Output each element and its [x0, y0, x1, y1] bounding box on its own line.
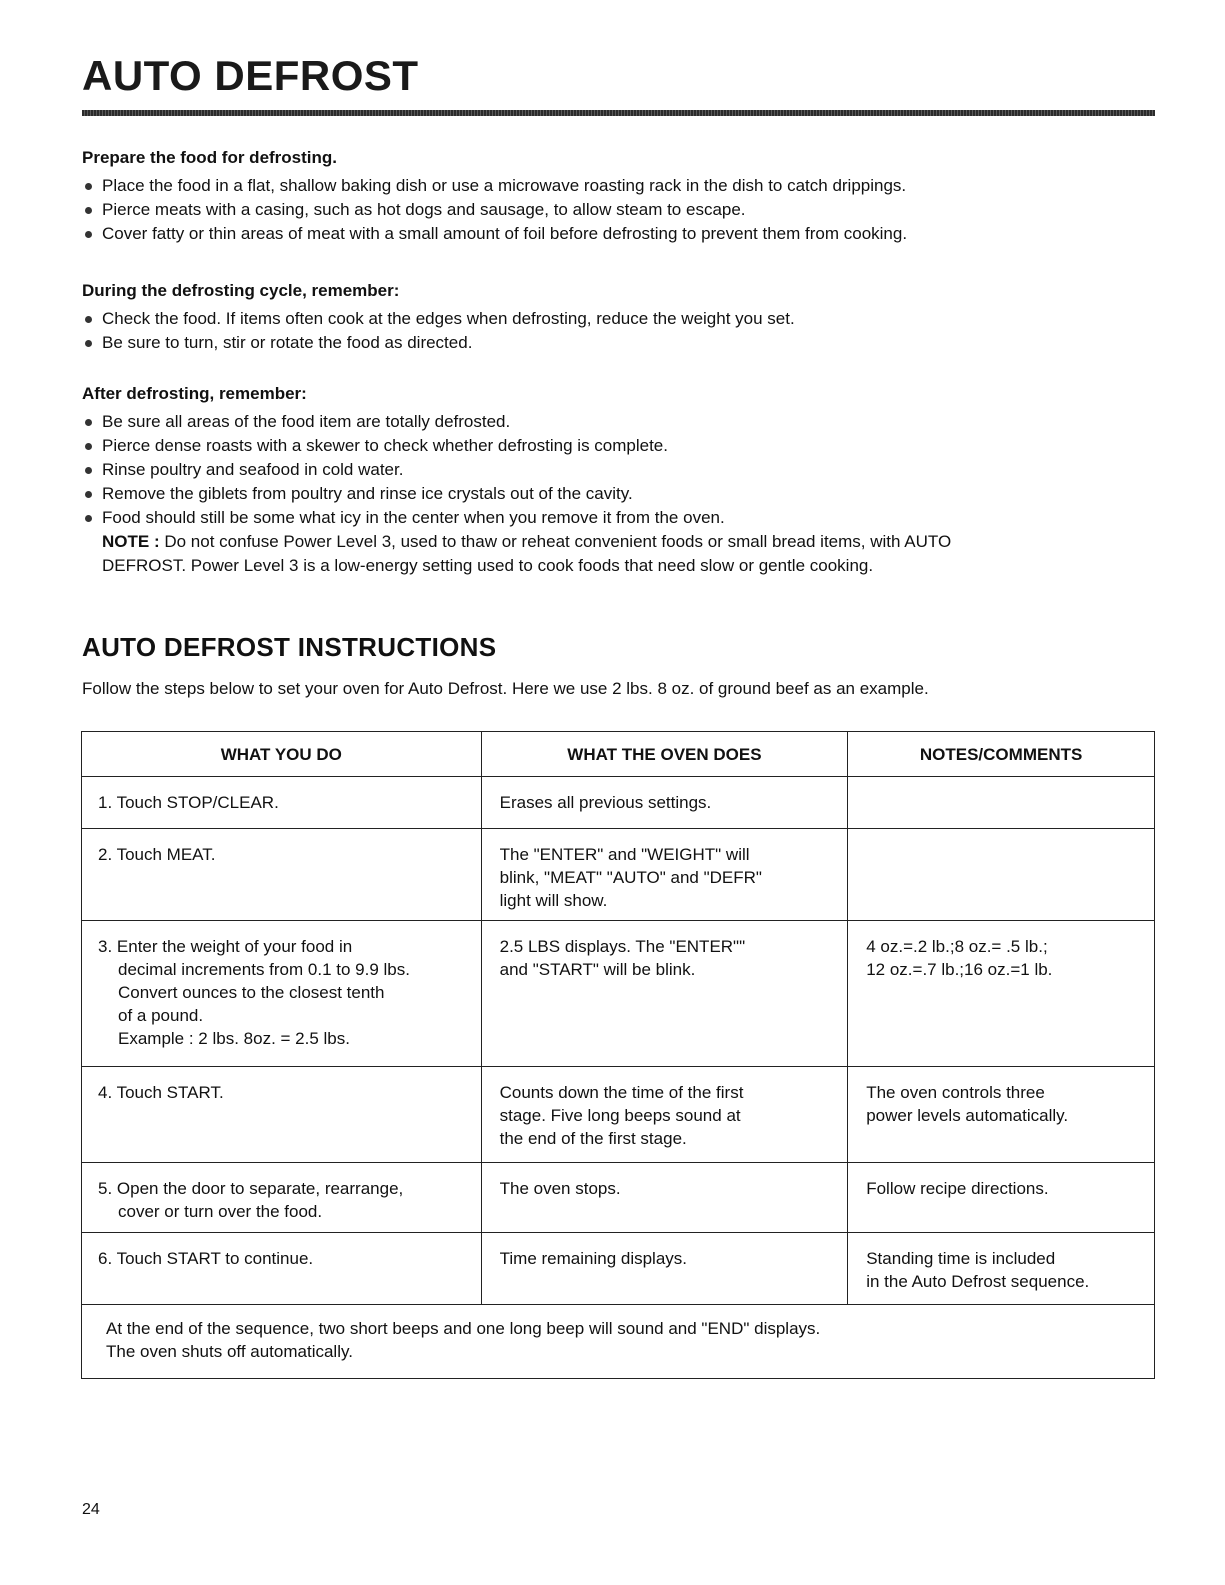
list-item: Pierce dense roasts with a skewer to check whether defrosting is complete.	[82, 434, 1132, 458]
oven-cell: The oven stops.	[481, 1163, 848, 1233]
table-row	[82, 921, 1155, 1067]
note-line-2: DEFROST. Power Level 3 is a low-energy setting used to cook foods that need slow or gentle cooking.	[102, 556, 874, 575]
prepare-heading: Prepare the food for defrosting.	[82, 148, 338, 167]
note-label: NOTE :	[102, 532, 160, 551]
list-item: Be sure to turn, stir or rotate the food as directed.	[82, 331, 1132, 355]
oven-cell: Time remaining displays.	[481, 1233, 848, 1305]
list-item: Cover fatty or thin areas of meat with a small amount of foil before defrosting to prevent them from cooking.	[82, 222, 1132, 246]
footer-text: At the end of the sequence, two short beeps and one long beep will sound and "END" displays. The oven shuts off automatically.	[106, 1319, 821, 1361]
notes-cell	[848, 777, 1155, 829]
note	[102, 530, 1132, 578]
during-section	[82, 281, 1132, 355]
step-cell: 1. Touch STOP/CLEAR.	[82, 777, 482, 829]
list-item: Be sure all areas of the food item are totally defrosted.	[82, 410, 1132, 434]
column-header-what-you-do: WHAT YOU DO	[82, 732, 482, 777]
table-row	[82, 777, 1155, 829]
list-item: Place the food in a flat, shallow baking dish or use a microwave roasting rack in the dish to catch drippings.	[82, 174, 1132, 198]
note-line-1: Do not confuse Power Level 3, used to thaw or reheat convenient foods or small bread items, with AUTO	[164, 532, 952, 551]
step-cell: 6. Touch START to continue.	[82, 1233, 482, 1305]
prepare-section	[82, 148, 1132, 246]
step-cell: 2. Touch MEAT.	[82, 829, 482, 921]
notes-cell: Follow recipe directions.	[848, 1163, 1155, 1233]
table-header-row	[82, 732, 1155, 777]
after-list	[82, 410, 1132, 530]
title-rule	[82, 110, 1155, 116]
oven-cell: Erases all previous settings.	[481, 777, 848, 829]
list-item: Check the food. If items often cook at the edges when defrosting, reduce the weight you set.	[82, 307, 1132, 331]
notes-cell	[848, 829, 1155, 921]
step-cell: 4. Touch START.	[82, 1067, 482, 1163]
table-row	[82, 1163, 1155, 1233]
list-item: Rinse poultry and seafood in cold water.	[82, 458, 1132, 482]
table-row	[82, 1067, 1155, 1163]
steps-table	[81, 731, 1155, 1379]
notes-cell: The oven controls three power levels automatically.	[848, 1067, 1155, 1163]
page-title: AUTO DEFROST	[82, 52, 419, 99]
prepare-list	[82, 174, 1132, 246]
notes-cell: Standing time is included in the Auto Defrost sequence.	[848, 1233, 1155, 1305]
table-row	[82, 1233, 1155, 1305]
step-cell: 3. Enter the weight of your food in decimal increments from 0.1 to 9.9 lbs. Convert ounces to the closest tenth of a pound. Example : 2 lbs. 8oz. = 2.5 lbs.	[82, 921, 482, 1067]
oven-cell: The "ENTER" and "WEIGHT" will blink, "MEAT" "AUTO" and "DEFR" light will show.	[481, 829, 848, 921]
after-section	[82, 384, 1132, 578]
table-row	[82, 829, 1155, 921]
list-item: Remove the giblets from poultry and rinse ice crystals out of the cavity.	[82, 482, 1132, 506]
oven-cell: Counts down the time of the first stage. Five long beeps sound at the end of the first stage.	[481, 1067, 848, 1163]
step-cell: 5. Open the door to separate, rearrange, cover or turn over the food.	[82, 1163, 482, 1233]
instructions-title: AUTO DEFROST INSTRUCTIONS	[82, 632, 497, 662]
table-footer-row	[82, 1305, 1155, 1379]
instructions-intro: Follow the steps below to set your oven for Auto Defrost. Here we use 2 lbs. 8 oz. of ground beef as an example.	[82, 679, 929, 698]
oven-cell: 2.5 LBS displays. The "ENTER"" and "START" will be blink.	[481, 921, 848, 1067]
column-header-notes: NOTES/COMMENTS	[848, 732, 1155, 777]
list-item: Food should still be some what icy in the center when you remove it from the oven.	[82, 506, 1132, 530]
during-list	[82, 307, 1132, 355]
after-heading: After defrosting, remember:	[82, 384, 307, 403]
list-item: Pierce meats with a casing, such as hot dogs and sausage, to allow steam to escape.	[82, 198, 1132, 222]
page-number: 24	[82, 1501, 100, 1518]
column-header-oven-does: WHAT THE OVEN DOES	[481, 732, 848, 777]
during-heading: During the defrosting cycle, remember:	[82, 281, 400, 300]
notes-cell: 4 oz.=.2 lb.;8 oz.= .5 lb.; 12 oz.=.7 lb.;16 oz.=1 lb.	[848, 921, 1155, 1067]
footer-cell	[82, 1305, 1155, 1379]
